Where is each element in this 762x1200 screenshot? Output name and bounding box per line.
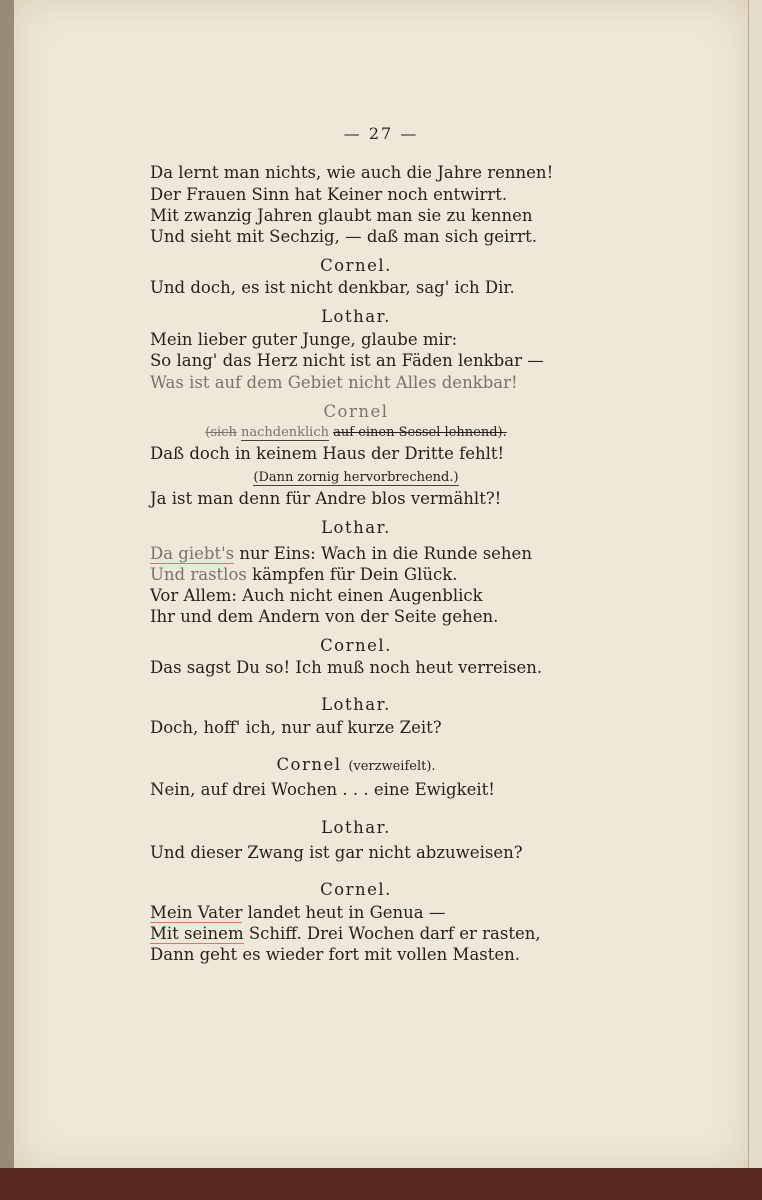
stage-direction	[0, 425, 712, 440]
verse-line: Nein, auf drei Wochen . . . eine Ewigkeit!	[150, 780, 495, 799]
adjacent-page-edge	[748, 0, 762, 1200]
verse-line	[150, 924, 541, 943]
stage-direction	[0, 470, 712, 485]
red-underlined-phrase: Mit seinem	[150, 924, 244, 943]
speaker-name: Lothar.	[321, 307, 391, 326]
verse-line: Da lernt man nichts, wie auch die Jahre rennen!	[150, 163, 554, 182]
verse-line: Mein lieber guter Junge, glaube mir:	[150, 330, 458, 349]
stage-direction: (verzweifelt).	[348, 759, 436, 774]
verse-line: Ja ist man denn für Andre blos vermählt?!	[150, 489, 502, 508]
stage-direction-text: (Dann zornig hervorbrechend.)	[253, 470, 459, 485]
verse-line: Dann geht es wieder fort mit vollen Masten.	[150, 945, 521, 964]
struck-phrase: auf einen Sessel lehnend).	[333, 425, 507, 440]
speaker-name: Cornel	[276, 755, 342, 774]
speaker-name: Cornel.	[320, 256, 392, 275]
verse-line: Mit zwanzig Jahren glaubt man sie zu kennen	[150, 206, 533, 225]
speaker-name: Lothar.	[321, 518, 391, 537]
speaker-line	[0, 755, 712, 774]
verse-line	[150, 903, 445, 922]
verse-line: Doch, hoff' ich, nur auf kurze Zeit?	[150, 718, 442, 737]
verse-line: Und sieht mit Sechzig, — daß man sich geirrt.	[150, 227, 537, 246]
verse-line: Vor Allem: Auch nicht einen Augenblick	[150, 586, 483, 605]
book-cover-edge	[0, 1168, 762, 1200]
red-underlined-phrase: Mein Vater	[150, 903, 243, 922]
page-number: — 27 —	[343, 124, 419, 143]
verse-line: Und doch, es ist nicht denkbar, sag' ich Dir.	[150, 278, 515, 297]
verse-text: Und rastlos	[150, 565, 247, 584]
speaker-name: Lothar.	[321, 695, 391, 714]
red-underlined-phrase: Da giebt's	[150, 544, 235, 563]
struck-word: (sich	[205, 425, 237, 440]
speaker-name: Cornel.	[320, 636, 392, 655]
verse-text: landet heut in Genua —	[247, 903, 446, 922]
verse-text: kämpfen für Dein Glück.	[252, 565, 458, 584]
verse-line: Das sagst Du so! Ich muß noch heut verreisen.	[150, 658, 543, 677]
verse-line	[150, 544, 532, 563]
speaker-name: Cornel.	[320, 880, 392, 899]
verse-line: Ihr und dem Andern von der Seite gehen.	[150, 607, 499, 626]
verse-line: Der Frauen Sinn hat Keiner noch entwirrt.	[150, 185, 508, 204]
direction-word: nachdenklich	[240, 425, 329, 440]
verse-line	[150, 565, 457, 584]
verse-line: So lang' das Herz nicht ist an Fäden lenkbar —	[150, 351, 544, 370]
verse-text: nur Eins: Wach in die Runde sehen	[239, 544, 532, 563]
verse-line: Was ist auf dem Gebiet nicht Alles denkbar!	[150, 373, 518, 392]
verse-line: Und dieser Zwang ist gar nicht abzuweisen?	[150, 843, 523, 862]
verse-line: Daß doch in keinem Haus der Dritte fehlt!	[150, 444, 505, 463]
speaker-name: Cornel	[323, 402, 389, 421]
verse-text: Schiff. Drei Wochen darf er rasten,	[248, 924, 541, 943]
speaker-name: Lothar.	[321, 818, 391, 837]
